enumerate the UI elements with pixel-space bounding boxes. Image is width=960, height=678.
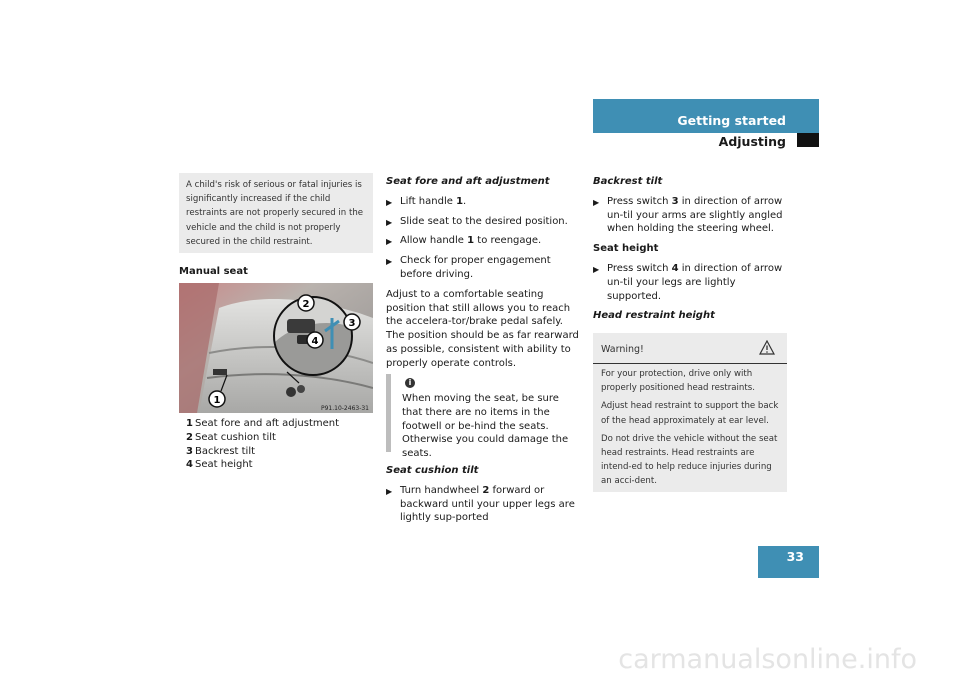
callout-2-label: 2: [302, 299, 310, 310]
info-text: When moving the seat, be sure that there are no items in the footwell or be-hind the seats. Otherwise you could damage the seats.: [402, 393, 569, 460]
section-title: Getting started: [677, 113, 786, 128]
seat-height-heading: Seat height: [593, 243, 659, 255]
step: ▶ Check for proper engagement before driving.: [386, 254, 580, 282]
right-column: [593, 175, 789, 323]
callout-4-label: 4: [311, 336, 319, 347]
step: ▶ Turn handwheel 2 forward or backward until your upper legs are lightly sup-ported: [386, 484, 580, 525]
callout-2-icon: [298, 295, 314, 311]
image-code: P91.10-2463-31: [320, 405, 369, 412]
warning-divider: [593, 363, 787, 364]
info-box: [386, 374, 578, 460]
backrest-tilt-heading: Backrest tilt: [593, 176, 663, 187]
legend-item: 4 Seat height: [186, 459, 253, 471]
legend-item: 3 Backrest tilt: [186, 445, 256, 457]
cushion-tilt-section: [386, 464, 580, 525]
warning-box: [593, 333, 787, 492]
warning-paragraph: Adjust head restraint to support the back of the head approximately at ear level.: [601, 401, 779, 426]
child-safety-note: A child's risk of serious or fatal injuries is significantly increased if the child restraints are not properly secured in the vehicle and the child is not properly secured in the child restraint.: [179, 173, 373, 253]
subsection-title: Adjusting: [718, 134, 786, 149]
step: ▶ Press switch 4 in direction of arrow un-til your legs are lightly supported.: [593, 262, 789, 303]
warning-title: Warning!: [601, 344, 644, 355]
legend-item: 1 Seat fore and aft adjustment: [186, 418, 340, 429]
legend-item: 2 Seat cushion tilt: [186, 431, 276, 443]
warning-paragraph: Do not drive the vehicle without the seat head restraints. Head restraints are intend-ed to help reduce injuries during an acci-dent.: [601, 433, 778, 487]
info-icon: i: [405, 378, 415, 388]
fore-aft-heading: Seat fore and aft adjustment: [386, 176, 550, 187]
info-bar: [386, 374, 391, 452]
step: ▶ Slide seat to the desired position.: [386, 215, 580, 229]
legend-list: [186, 417, 376, 472]
step: ▶ Lift handle 1.: [386, 195, 580, 209]
head-restraint-heading: Head restraint height: [593, 310, 715, 322]
fore-aft-section: [386, 175, 580, 371]
page-number: 33: [786, 549, 804, 564]
warning-triangle-icon: [759, 340, 775, 356]
warning-text: [601, 367, 783, 493]
watermark: carmanualsonline.info: [618, 644, 917, 675]
callout-1-label: 1: [213, 395, 221, 406]
callout-4-icon: [307, 332, 323, 348]
seat-photo: [179, 283, 373, 413]
callout-3-label: 3: [348, 318, 356, 329]
header-marker: [797, 133, 819, 147]
callout-3-icon: [344, 314, 360, 330]
step: ▶ Press switch 3 in direction of arrow un-til your arms are slightly angled when holding the steering wheel.: [593, 195, 789, 236]
fore-aft-paragraph: Adjust to a comfortable seating position that still allows you to reach the accelera-tor/brake pedal safely. The position should be as far rearward as possible, consistent with ability to properly operate controls.: [386, 288, 579, 369]
handle-icon: [213, 369, 227, 375]
cushion-tilt-heading: Seat cushion tilt: [386, 465, 479, 476]
seat-illustration: [179, 283, 373, 413]
step: ▶ Allow handle 1 to reengage.: [386, 234, 580, 248]
warning-paragraph: For your protection, drive only with properly positioned head restraints.: [601, 369, 755, 394]
manual-seat-heading: Manual seat: [179, 266, 248, 277]
callout-1-icon: [209, 391, 225, 407]
